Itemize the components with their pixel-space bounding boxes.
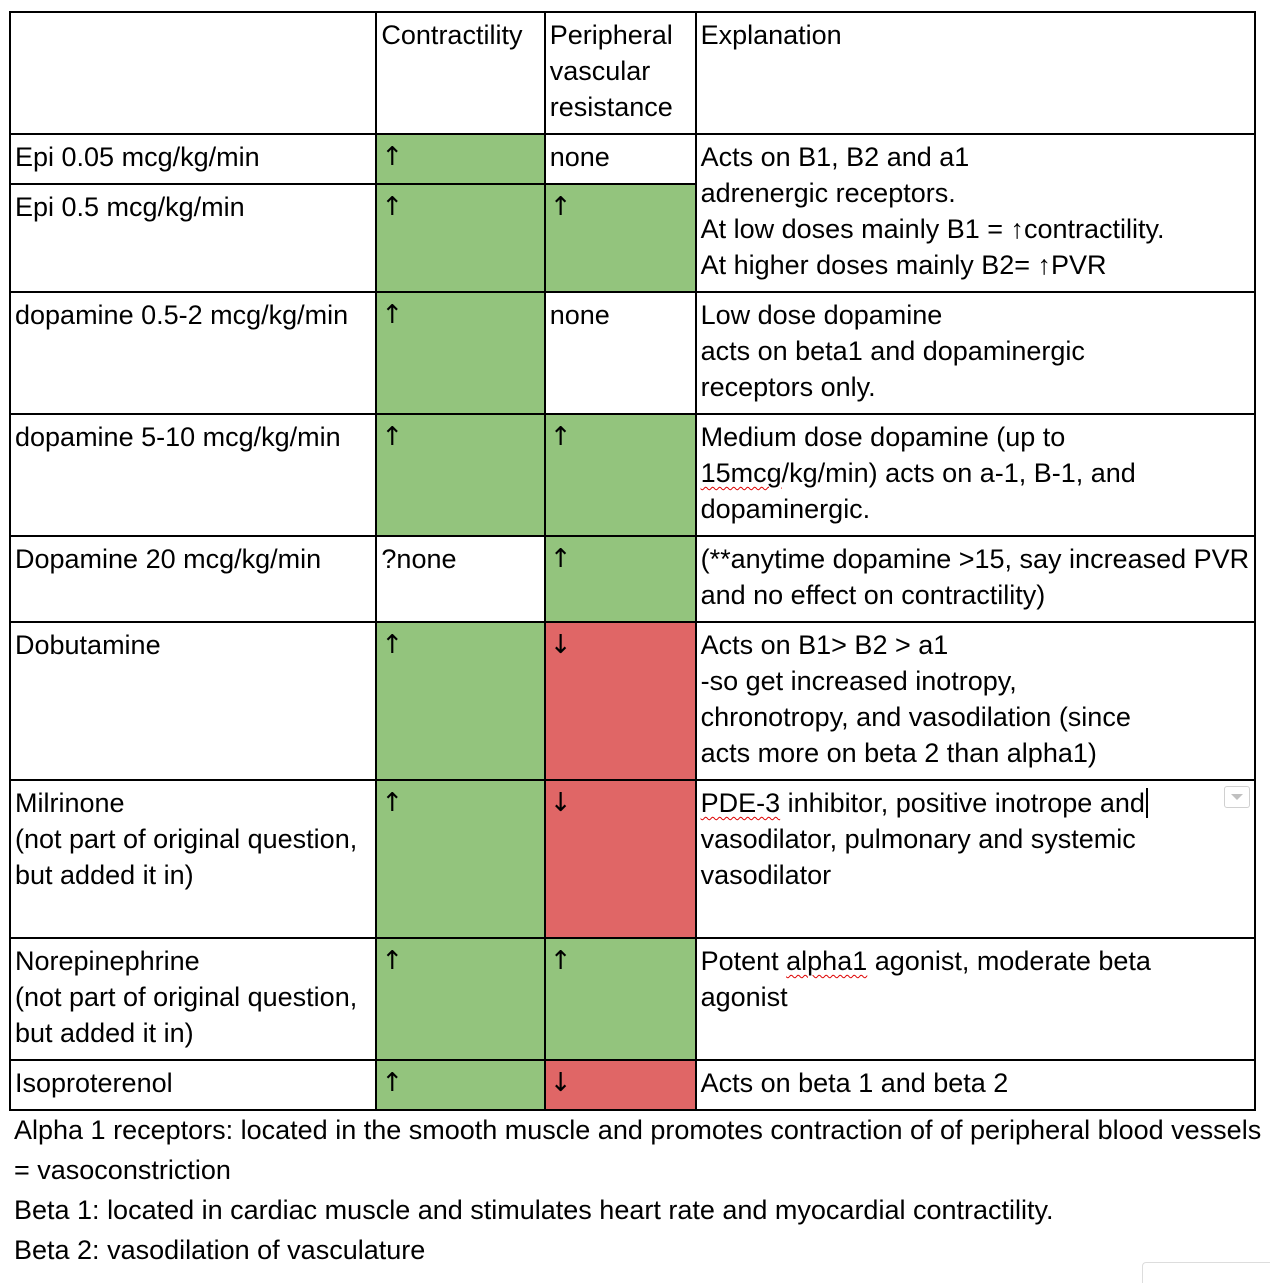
corner-widget xyxy=(1142,1262,1270,1283)
explanation-text: inhibitor, positive inotrope and xyxy=(780,788,1145,818)
drug-cell[interactable] xyxy=(10,780,376,938)
table-row xyxy=(10,1060,1255,1110)
explanation-line: chronotropy, and vasodilation (since xyxy=(700,702,1131,732)
explanation-line: vasodilator, pulmonary and systemic xyxy=(700,824,1136,854)
pvr-cell[interactable]: ↑ xyxy=(545,414,696,536)
contractility-cell[interactable]: ↑ xyxy=(376,780,544,938)
note-paragraph[interactable]: Beta 2: vasodilation of vasculature xyxy=(14,1235,426,1265)
drug-cell[interactable]: Epi 0.05 mcg/kg/min xyxy=(10,134,376,184)
pvr-cell[interactable]: ↑ xyxy=(545,536,696,622)
explanation-cell[interactable] xyxy=(696,938,1255,1060)
explanation-line: acts on beta1 and dopaminergic xyxy=(700,336,1085,366)
table-row xyxy=(10,134,1255,184)
header-explanation[interactable]: Explanation xyxy=(696,12,1255,134)
explanation-cell[interactable]: (**anytime dopamine >15, say increased PVR and no effect on contractility) xyxy=(696,536,1255,622)
drug-cell[interactable]: dopamine 5-10 mcg/kg/min xyxy=(10,414,376,536)
spellcheck-word[interactable]: 15mcg xyxy=(700,458,782,488)
drug-effects-table xyxy=(9,11,1256,1111)
drug-cell[interactable]: Isoproterenol xyxy=(10,1060,376,1110)
header-drug[interactable] xyxy=(10,12,376,134)
text-cursor xyxy=(1146,788,1148,818)
explanation-line xyxy=(701,943,1250,979)
table-row xyxy=(10,536,1255,622)
drug-cell[interactable]: dopamine 0.5-2 mcg/kg/min xyxy=(10,292,376,414)
header-pvr[interactable]: Peripheral vascular resistance xyxy=(545,12,696,134)
spellcheck-word[interactable]: PDE-3 xyxy=(700,788,781,818)
spellcheck-word[interactable]: alpha1 xyxy=(786,946,868,976)
contractility-cell[interactable]: ↑ xyxy=(376,414,544,536)
pvr-cell[interactable]: ↓ xyxy=(545,780,696,938)
explanation-cell[interactable] xyxy=(696,292,1255,414)
explanation-text: agonist, moderate beta xyxy=(867,946,1151,976)
explanation-line xyxy=(701,455,1250,491)
cell-dropdown-button[interactable] xyxy=(1224,786,1250,808)
pvr-cell[interactable]: none xyxy=(545,134,696,184)
explanation-line: agonist xyxy=(700,982,788,1012)
explanation-line: Acts on B1> B2 > a1 xyxy=(700,630,949,660)
explanation-cell[interactable] xyxy=(696,622,1255,780)
header-row xyxy=(10,12,1255,134)
explanation-line: dopaminergic. xyxy=(700,494,871,524)
table-row xyxy=(10,292,1255,414)
explanation-cell[interactable] xyxy=(696,414,1255,536)
table-row xyxy=(10,622,1255,780)
explanation-line: receptors only. xyxy=(700,372,876,402)
contractility-cell[interactable]: ↑ xyxy=(376,1060,544,1110)
pvr-cell[interactable]: none xyxy=(545,292,696,414)
explanation-text: /kg/min) acts on a-1, B-1, and xyxy=(781,458,1136,488)
pvr-cell[interactable]: ↓ xyxy=(545,622,696,780)
drug-cell[interactable] xyxy=(10,938,376,1060)
note-paragraph[interactable]: Beta 1: located in cardiac muscle and stimulates heart rate and myocardial contractility. xyxy=(14,1195,1054,1225)
explanation-line: At higher doses mainly B2= ↑PVR xyxy=(700,250,1107,280)
contractility-cell[interactable]: ↑ xyxy=(376,938,544,1060)
receptor-notes xyxy=(14,1110,1264,1270)
explanation-line: Low dose dopamine xyxy=(700,300,943,330)
explanation-text: Potent xyxy=(700,946,787,976)
explanation-line xyxy=(701,785,1250,821)
contractility-cell[interactable]: ?none xyxy=(376,536,544,622)
explanation-cell[interactable]: Acts on beta 1 and beta 2 xyxy=(696,1060,1255,1110)
explanation-line: Medium dose dopamine (up to xyxy=(700,422,1066,452)
pvr-cell[interactable]: ↑ xyxy=(545,938,696,1060)
pvr-cell[interactable]: ↑ xyxy=(545,184,696,292)
contractility-cell[interactable]: ↑ xyxy=(376,292,544,414)
contractility-cell[interactable]: ↑ xyxy=(376,184,544,292)
drug-note: (not part of original question, but added it in) xyxy=(15,824,358,890)
header-contractility[interactable]: Contractility xyxy=(376,12,544,134)
explanation-line: vasodilator xyxy=(700,860,832,890)
drug-cell[interactable]: Epi 0.5 mcg/kg/min xyxy=(10,184,376,292)
drug-name: Milrinone xyxy=(15,788,125,818)
explanation-line: At low doses mainly B1 = ↑contractility. xyxy=(700,214,1165,244)
table-row xyxy=(10,938,1255,1060)
explanation-line: acts more on beta 2 than alpha1) xyxy=(700,738,1097,768)
table-row xyxy=(10,780,1255,938)
drug-cell[interactable]: Dopamine 20 mcg/kg/min xyxy=(10,536,376,622)
drug-cell[interactable]: Dobutamine xyxy=(10,622,376,780)
explanation-cell[interactable] xyxy=(696,134,1255,292)
table-row xyxy=(10,414,1255,536)
explanation-line: Acts on B1, B2 and a1 xyxy=(700,142,970,172)
contractility-cell[interactable]: ↑ xyxy=(376,622,544,780)
note-paragraph[interactable]: Alpha 1 receptors: located in the smooth muscle and promotes contraction of of peripheral blood vessels = vasoconstriction xyxy=(14,1115,1262,1185)
pvr-cell[interactable]: ↓ xyxy=(545,1060,696,1110)
drug-name: Norepinephrine xyxy=(15,946,200,976)
explanation-line: adrenergic receptors. xyxy=(700,178,956,208)
drug-note: (not part of original question, but added it in) xyxy=(15,982,358,1048)
explanation-line: -so get increased inotropy, xyxy=(700,666,1017,696)
contractility-cell[interactable]: ↑ xyxy=(376,134,544,184)
explanation-cell[interactable] xyxy=(696,780,1255,938)
